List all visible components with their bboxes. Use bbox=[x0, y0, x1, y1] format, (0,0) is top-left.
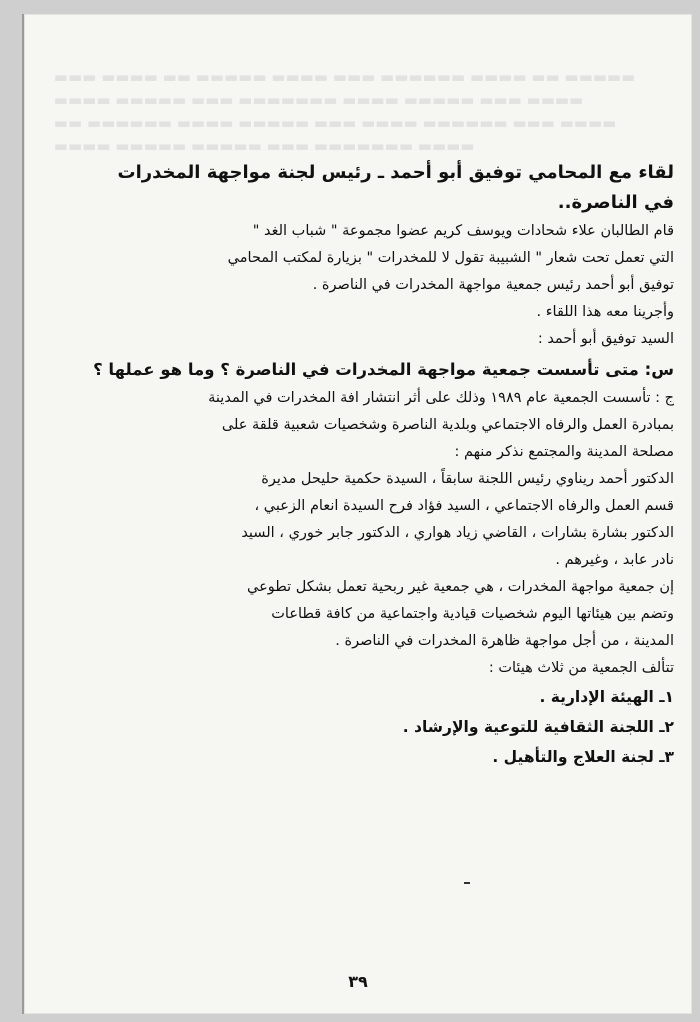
intro-line: السيد توفيق أبو أحمد : bbox=[537, 331, 674, 347]
list-item: ١ـ الهيئة الإدارية . bbox=[539, 688, 674, 706]
intro-line: التي تعمل تحت شعار " الشبيبة تقول لا للمخدرات " بزيارة لمكتب المحامي bbox=[227, 250, 674, 266]
article bbox=[54, 158, 674, 772]
article-title-line-1: لقاء مع المحامي توفيق أبو أحمد ـ رئيس لجنة مواجهة المخدرات bbox=[117, 162, 674, 183]
page-number: ٣٩ bbox=[348, 972, 368, 991]
article-title-line-2: في الناصرة.. bbox=[557, 192, 674, 213]
answer-line: ج : تأسست الجمعية عام ١٩٨٩ وذلك على أثر انتشار افة المخدرات في المدينة bbox=[208, 390, 674, 406]
list-item: ٣ـ لجنة العلاج والتأهيل . bbox=[492, 748, 674, 766]
show-through-text: ▬▬▬ ▬▬▬▬ ▬▬ ▬▬▬▬▬ ▬▬▬▬ ▬▬▬ ▬▬▬▬▬▬ ▬▬▬▬ ▬▬ ▬▬▬▬▬ ▬▬▬▬ ▬▬▬▬▬ ▬▬▬ ▬▬▬▬▬▬▬ ▬▬▬▬ ▬▬▬▬▬ ▬▬▬ ▬▬▬▬ ▬▬ ▬▬▬▬▬▬ ▬▬▬▬ ▬▬▬▬▬ ▬▬▬ ▬▬▬▬ ▬▬▬▬▬▬ ▬▬▬ ▬▬▬▬ ▬▬▬▬ ▬▬▬▬▬ ▬▬▬▬▬ ▬▬▬ ▬▬▬▬▬▬▬ ▬▬▬▬ bbox=[54, 68, 636, 155]
answer-line: إن جمعية مواجهة المخدرات ، هي جمعية غير ربحية تعمل بشكل تطوعي bbox=[247, 579, 674, 595]
intro-line: توفيق أبو أحمد رئيس جمعية مواجهة المخدرات في الناصرة . bbox=[312, 277, 674, 293]
answer-line: المدينة ، من أجل مواجهة ظاهرة المخدرات في الناصرة . bbox=[335, 633, 674, 649]
answer-line: تتألف الجمعية من ثلاث هيئات : bbox=[488, 660, 674, 676]
list-item: ٢ـ اللجنة الثقافية للتوعية والإرشاد . bbox=[402, 718, 674, 736]
answer-line: مصلحة المدينة والمجتمع نذكر منهم : bbox=[454, 444, 674, 460]
answer-line: الدكتور بشارة بشارات ، القاضي زياد هواري ، الدكتور جابر خوري ، السيد bbox=[241, 525, 674, 541]
interview-question: س: متى تأسست جمعية مواجهة المخدرات في الناصرة ؟ وما هو عملها ؟ bbox=[93, 360, 674, 379]
answer-line: نادر عابد ، وغيرهم . bbox=[555, 552, 674, 568]
intro-line: قام الطالبان علاء شحادات ويوسف كريم عضوا مجموعة " شباب الغد " bbox=[252, 223, 674, 239]
answer-line: بمبادرة العمل والرفاه الاجتماعي وبلدية الناصرة وشخصيات شعبية قلقة على bbox=[221, 417, 674, 433]
print-mark bbox=[464, 882, 470, 884]
answer-line: قسم العمل والرفاه الاجتماعي ، السيد فؤاد فرح السيدة انعام الزعبي ، bbox=[254, 498, 674, 514]
answer-line: وتضم بين هيئاتها اليوم شخصيات قيادية واجتماعية من كافة قطاعات bbox=[271, 606, 674, 622]
intro-line: وأجرينا معه هذا اللقاء . bbox=[536, 304, 674, 320]
answer-line: الدكتور أحمد ريناوي رئيس اللجنة سابقاً ، السيدة حكمية حليحل مديرة bbox=[261, 471, 674, 487]
